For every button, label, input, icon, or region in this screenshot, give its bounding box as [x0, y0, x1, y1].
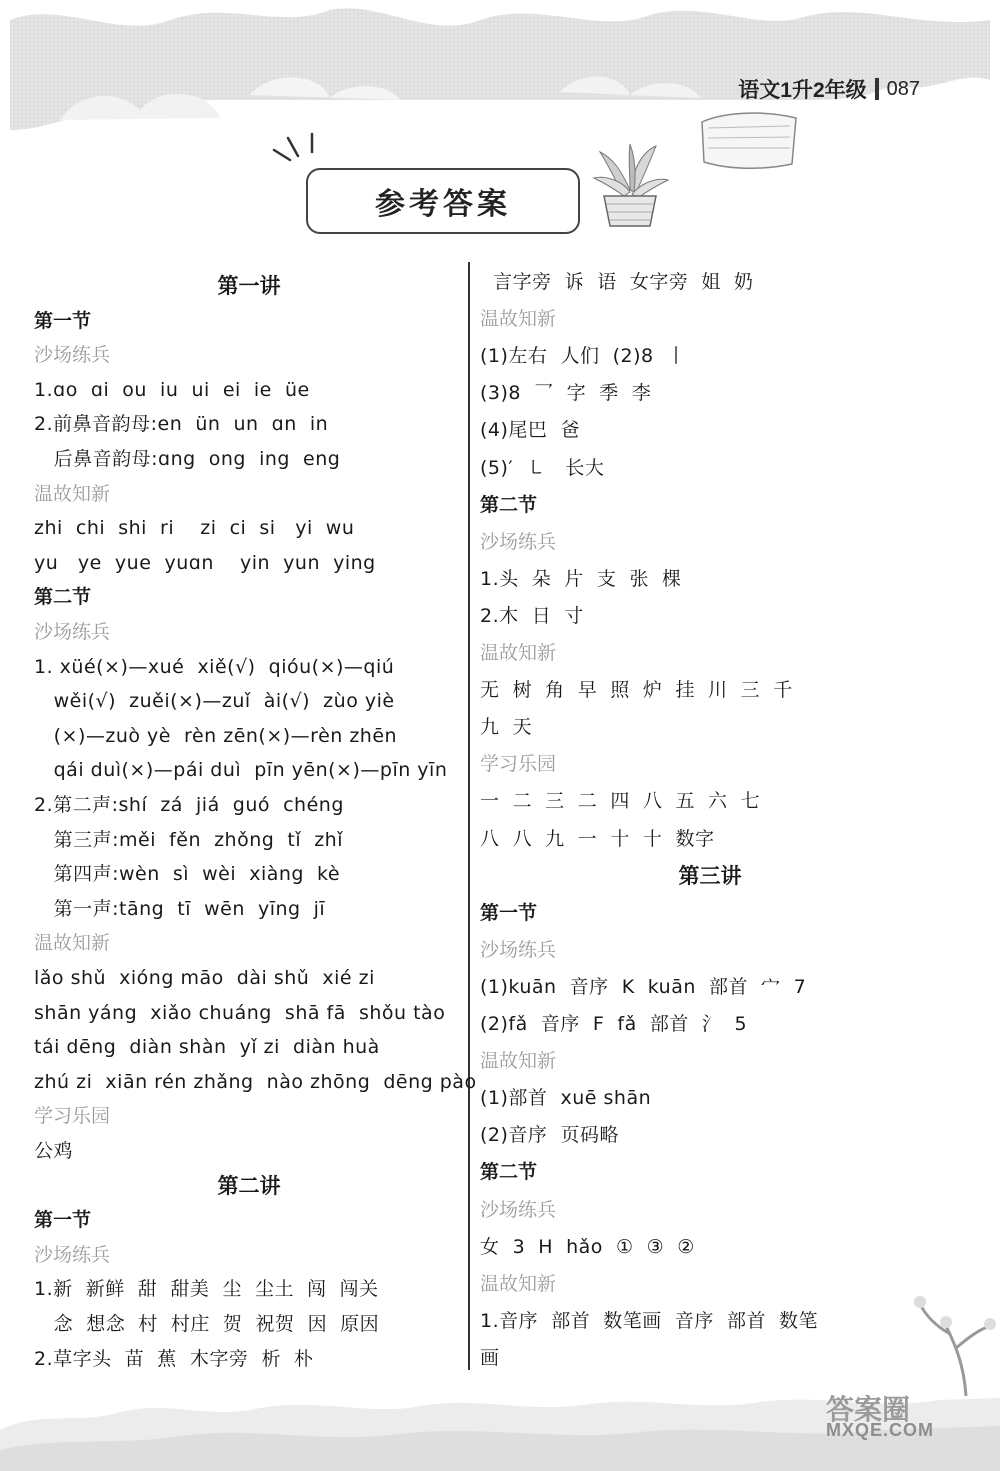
left-ans-line: zhi chi shi ri zi ci si yi wu: [34, 517, 355, 540]
right-ans-line: (4)尾巴 爸: [480, 419, 580, 442]
left-sub-line: 学习乐园: [34, 1105, 111, 1128]
left-section-line: 第一节: [34, 309, 92, 332]
right-section-line: 第二节: [480, 493, 538, 516]
left-sub-line: 温故知新: [34, 482, 111, 505]
right-sub-line: 温故知新: [480, 308, 557, 331]
left-ans-line: 2.草字头 苗 蕉 木字旁 析 朴: [34, 1347, 314, 1370]
right-lecture-line: 第三讲: [678, 863, 742, 888]
right-ans-line: 1.音序 部首 数笔画 音序 部首 数笔: [480, 1309, 819, 1332]
left-ans-line: 2.前鼻音韵母:en ün un ɑn in: [34, 413, 329, 436]
left-sub-line: 沙场练兵: [34, 1243, 111, 1266]
left-sub-line: 沙场练兵: [34, 344, 111, 367]
left-ans-line: shān yáng xiǎo chuáng shā fā shǒu tào: [34, 1001, 446, 1024]
watermark-url: MXQE.COM: [826, 1420, 935, 1440]
left-ans-line: 第一声:tāng tī wēn yīng jī: [34, 897, 326, 920]
right-ans-line: 无 树 角 早 照 炉 挂 川 三 千: [480, 679, 793, 702]
header-separator: [875, 78, 879, 100]
column-divider: [468, 262, 470, 1370]
right-sub-line: 沙场练兵: [480, 530, 557, 553]
left-section-line: 第一节: [34, 1209, 92, 1232]
left-ans-line: lǎo shǔ xióng māo dài shǔ xié zi: [34, 967, 375, 989]
right-sub-line: 温故知新: [480, 642, 557, 664]
left-ans-line: 公鸡: [34, 1140, 74, 1162]
page-header: [738, 74, 920, 104]
left-ans-line: zhú zi xiān rén zhǎng nào zhōng dēng pào: [34, 1070, 477, 1093]
subject-grade-label: 语文1升2年级: [738, 79, 867, 102]
right-ans-line: 九 天: [480, 716, 533, 739]
watermark-logo-text: 答案圈: [826, 1393, 911, 1426]
cloud-header-decoration: [0, 0, 1000, 130]
right-ans-line: (2)fǎ 音序 F fǎ 部首 氵 5: [480, 1013, 748, 1035]
left-lecture-line: 第二讲: [217, 1173, 281, 1198]
watermark-logo: [826, 1388, 976, 1426]
left-ans-line: 念 想念 村 村庄 贺 祝贺 因 原因: [34, 1313, 380, 1335]
left-ans-line: 1.ɑo ɑi ou iu ui ei ie üe: [34, 378, 310, 401]
page-title: 参考答案: [375, 187, 511, 222]
right-ans-line: 女 3 H hǎo ① ③ ②: [480, 1235, 695, 1258]
right-ans-line: 2.木 日 寸: [480, 604, 584, 627]
answer-title-banner: [306, 168, 580, 234]
right-sub-line: 温故知新: [480, 1272, 557, 1295]
right-ans-line: 一 二 三 二 四 八 五 六 七: [480, 790, 761, 813]
left-ans-line: (×)—zuò yè rèn zēn(×)—rèn zhēn: [34, 724, 398, 747]
right-ans-line: (1)左右 人们 (2)8 丨: [480, 345, 687, 368]
left-ans-line: 1. xüé(×)—xué xiě(√) qióu(×)—qiú: [34, 655, 395, 678]
right-ans-line: 1.头 朵 片 支 张 棵: [480, 567, 682, 590]
left-ans-line: yu ye yue yuɑn yin yun ying: [34, 551, 376, 574]
left-ans-line: 2.第二声:shí zá jiá guó chéng: [34, 794, 344, 816]
left-ans-line: wěi(√) zuěi(×)—zuǐ ài(√) zùo yiè: [34, 690, 395, 713]
right-section-line: 第二节: [480, 1161, 538, 1184]
left-section-line: 第二节: [34, 586, 92, 609]
left-sub-line: 沙场练兵: [34, 621, 111, 643]
right-ans-line: (3)8 乛 字 季 李: [480, 382, 652, 405]
right-ans-line: (2)音序 页码略: [480, 1124, 619, 1147]
left-ans-line: tái dēng diàn shàn yǐ zi diàn huà: [34, 1036, 380, 1059]
homework-stamp-icon: [694, 104, 804, 176]
left-sub-line: 温故知新: [34, 932, 111, 955]
potted-plant-icon: [590, 138, 670, 230]
right-ans-line: (5)′ ㇄ 长大: [480, 456, 605, 479]
page-number: 087: [886, 77, 920, 100]
right-ans-line: 言字旁 诉 语 女字旁 姐 奶: [480, 271, 754, 293]
right-sub-line: 沙场练兵: [480, 938, 557, 961]
left-ans-line: 第四声:wèn sì wèi xiàng kè: [34, 863, 341, 886]
right-sub-line: 沙场练兵: [480, 1198, 557, 1221]
left-ans-line: 后鼻音韵母:ɑng ong ing eng: [34, 448, 341, 470]
right-ans-line: 八 八 九 一 十 十 数字: [480, 827, 715, 850]
left-ans-line: 1.新 新鲜 甜 甜美 尘 尘土 闯 闯关: [34, 1278, 379, 1301]
left-ans-line: 第三声:měi fěn zhǒng tǐ zhǐ: [34, 828, 343, 851]
right-sub-line: 温故知新: [480, 1050, 557, 1073]
right-ans-line: (1)kuān 音序 K kuān 部首 宀 7: [480, 975, 807, 998]
right-ans-line: 画: [480, 1346, 500, 1369]
right-section-line: 第一节: [480, 901, 538, 924]
right-ans-line: (1)部首 xuē shān: [480, 1087, 652, 1110]
right-sub-line: 学习乐园: [480, 753, 557, 776]
left-lecture-line: 第一讲: [217, 274, 281, 298]
left-ans-line: qái duì(×)—pái duì pīn yēn(×)—pīn yīn: [34, 759, 448, 782]
tree-branch-icon: [906, 1286, 996, 1396]
